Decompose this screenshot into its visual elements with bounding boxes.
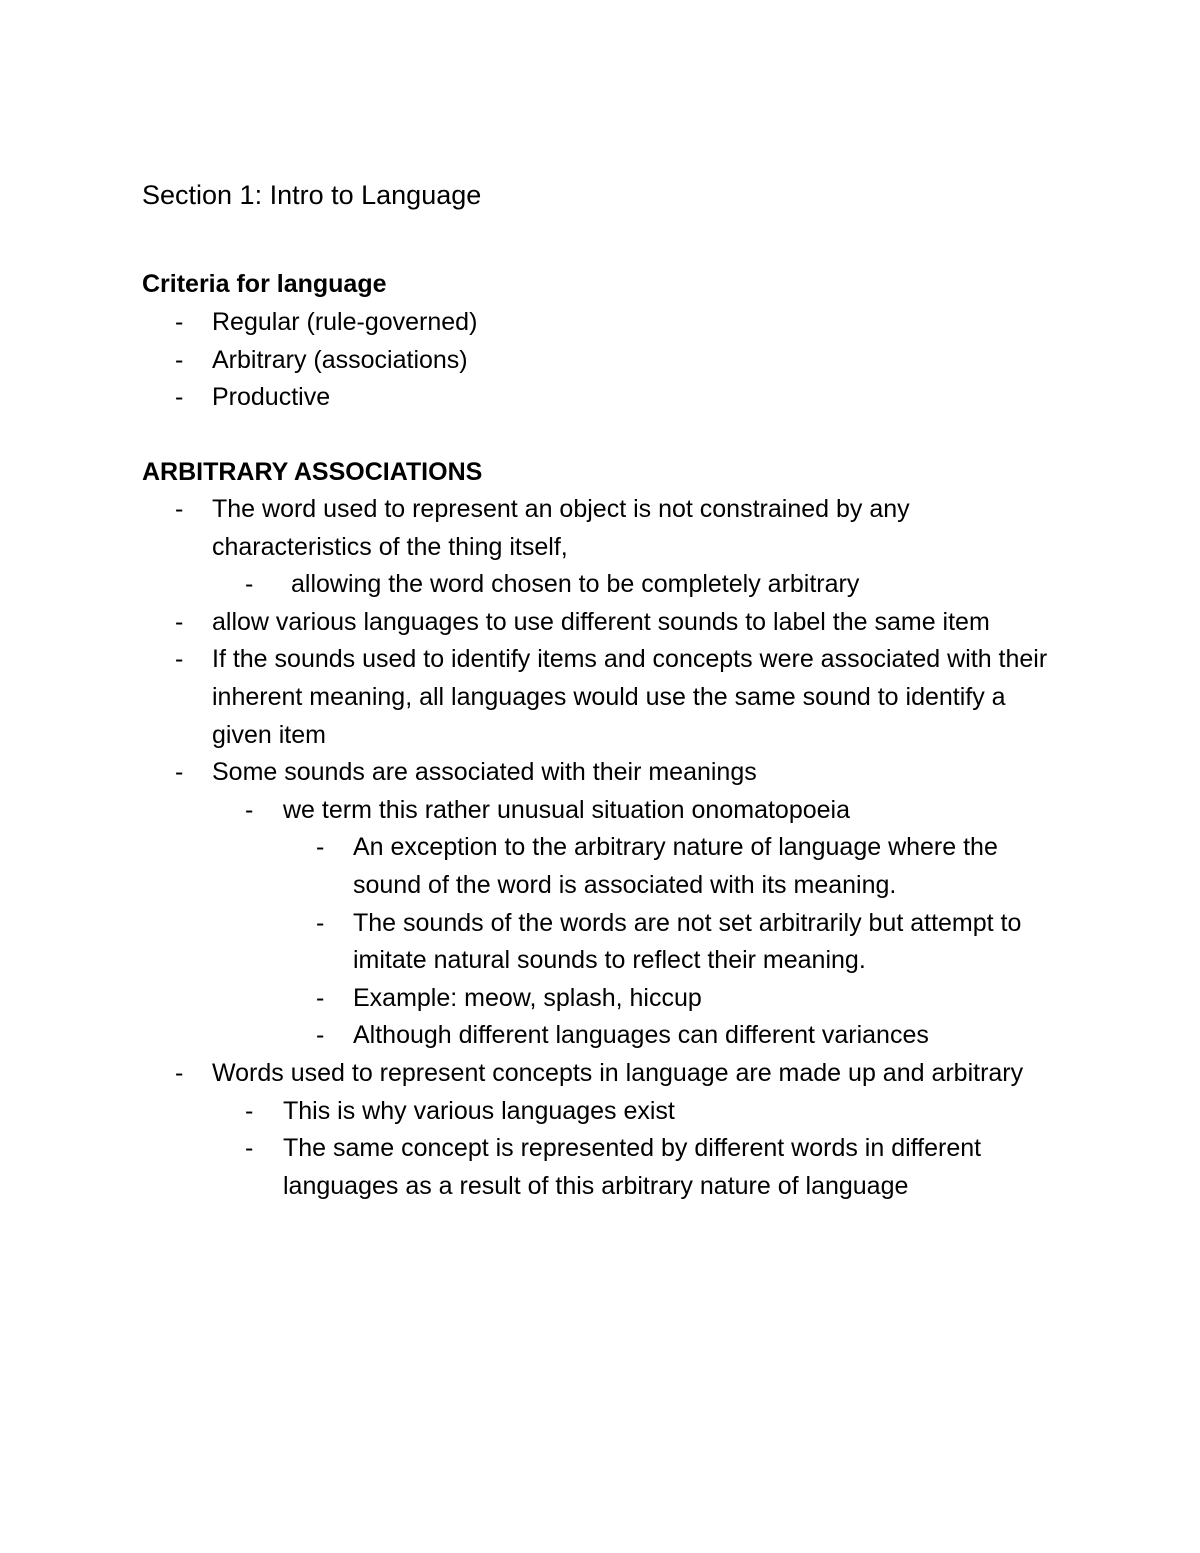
list-item-text: If the sounds used to identify items and concepts were associated with their inherent meaning, all languages would use the same sound to identify a given item — [212, 645, 1048, 749]
bullet-dash: - — [245, 570, 254, 599]
list-item — [0, 342, 1200, 380]
list-item — [0, 1017, 1200, 1055]
list-item — [0, 1093, 1200, 1131]
list-item-text: we term this rather unusual situation onomatopoeia — [283, 795, 850, 824]
list-item — [0, 754, 1200, 792]
bullet-dash: - — [175, 383, 184, 412]
list-item — [0, 980, 1200, 1018]
list-item — [0, 905, 1200, 980]
bullet-dash: - — [175, 308, 184, 336]
bullet-dash: - — [245, 1096, 254, 1125]
list-item-text: Regular (rule-governed) — [212, 308, 478, 336]
bullet-dash: - — [316, 833, 325, 862]
arbitrary-associations-heading: ARBITRARY ASSOCIATIONS — [142, 458, 483, 486]
list-item-text: Example: meow, splash, hiccup — [353, 983, 702, 1012]
list-item — [0, 641, 1200, 754]
bullet-dash: - — [175, 345, 184, 374]
list-item — [0, 1055, 1200, 1093]
list-item-text: An exception to the arbitrary nature of language where the sound of the word is associated with its meaning. — [353, 833, 998, 899]
list-item — [0, 604, 1200, 642]
bullet-dash: - — [245, 795, 254, 824]
bullet-dash: - — [316, 1021, 325, 1050]
list-item-text: The word used to represent an object is not constrained by any characteristics of the thing itself, — [212, 495, 910, 561]
bullet-dash: - — [175, 607, 184, 636]
criteria-list — [0, 304, 1200, 417]
list-item-text: Some sounds are associated with their meanings — [212, 758, 757, 787]
list-item-text: Arbitrary (associations) — [212, 345, 468, 374]
list-item — [0, 1130, 1200, 1205]
list-item-text: This is why various languages exist — [283, 1096, 675, 1125]
list-item — [0, 792, 1200, 830]
list-item-text: The same concept is represented by different words in different languages as a result of this arbitrary nature of language — [283, 1134, 982, 1200]
list-item — [0, 379, 1200, 417]
list-item-text: allowing the word chosen to be completely arbitrary — [291, 570, 860, 599]
arbitrary-associations-list — [0, 491, 1200, 1205]
bullet-dash: - — [175, 495, 184, 523]
list-item — [0, 566, 1200, 604]
page-title: Section 1: Intro to Language — [142, 180, 482, 210]
list-item-text: Although different languages can different variances — [353, 1021, 929, 1050]
list-item-text: allow various languages to use different sounds to label the same item — [212, 607, 990, 636]
bullet-dash: - — [175, 1058, 184, 1087]
bullet-dash: - — [245, 1134, 254, 1163]
list-item-text: The sounds of the words are not set arbitrarily but attempt to imitate natural sounds to reflect their meaning. — [353, 908, 1022, 975]
bullet-dash: - — [316, 983, 325, 1012]
bullet-dash: - — [175, 645, 184, 674]
list-item — [0, 829, 1200, 904]
list-item — [0, 304, 1200, 342]
criteria-heading: Criteria for language — [142, 270, 387, 298]
list-item-text: Words used to represent concepts in language are made up and arbitrary — [212, 1058, 1024, 1087]
list-item — [0, 491, 1200, 566]
list-item-text: Productive — [212, 383, 331, 412]
bullet-dash: - — [316, 908, 325, 937]
bullet-dash: - — [175, 758, 184, 787]
